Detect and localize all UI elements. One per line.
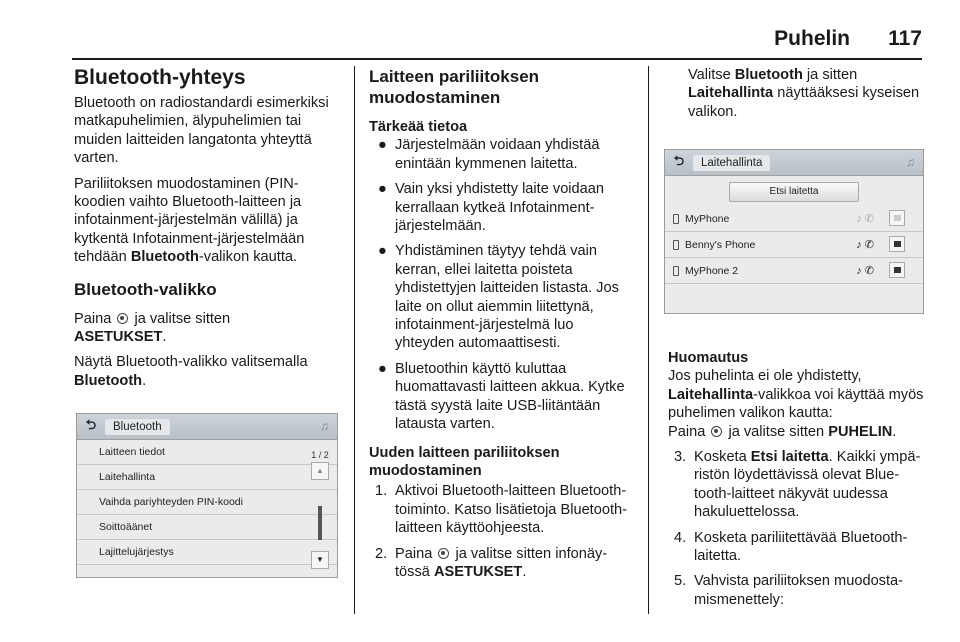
step: 1. Aktivoi Bluetooth-laitteen Bluetooth-toiminto. Katso lisätietoja Bluetooth-laitteen käyttöohjeesta. bbox=[375, 483, 628, 537]
settings-icon bbox=[711, 426, 722, 437]
step: 4. Kosketa pariliitettävää Bluetooth-laitetta. bbox=[674, 529, 908, 565]
section-title: Puhelin bbox=[774, 27, 850, 50]
music-icon: ♫ bbox=[906, 155, 915, 169]
menu-item[interactable]: Laitteen tiedot bbox=[77, 440, 337, 465]
music-icon: ♫ bbox=[320, 419, 329, 433]
steps-list bbox=[668, 448, 930, 609]
column-divider bbox=[648, 66, 649, 614]
menu-item[interactable]: Soittoäänet bbox=[77, 515, 337, 540]
screen-titlebar bbox=[665, 150, 923, 176]
screen-titlebar bbox=[77, 414, 337, 440]
device-row[interactable]: Benny's Phone ♪✆ bbox=[665, 232, 923, 258]
column-2 bbox=[369, 66, 635, 588]
column-3 bbox=[668, 66, 930, 128]
paragraph: Pariliitoksen muodostaminen (PIN-koodien vaihto Bluetooth-laitteen ja infotainment-järjestelmän välillä) ja kytkentä Infotainment-järjestelmään tehdään Bluetooth-valikon kautta. bbox=[74, 175, 305, 266]
step: 3. Kosketa Etsi laitetta. Kaikki ympäristön löydettävissä olevat Bluetooth-laitteet näkyvät uudessa hakuluettelossa. bbox=[674, 449, 921, 521]
device-row[interactable]: MyPhone ♪✆ bbox=[665, 206, 923, 232]
audio-call-icons: ♪✆ bbox=[856, 239, 877, 251]
audio-call-icons: ♪✆ bbox=[856, 265, 877, 277]
settings-icon bbox=[438, 548, 449, 559]
step: 2. Paina ja valitse sitten infonäytössä ASETUKSET. bbox=[375, 545, 608, 580]
back-icon[interactable]: ⮌ bbox=[673, 152, 685, 168]
menu-list bbox=[77, 440, 337, 577]
scroll-down-icon[interactable]: ▼ bbox=[311, 551, 329, 569]
list-item: ● Vain yksi yhdistetty laite voidaan kerrallaan kytkeä Infotainment-järjestelmään. bbox=[378, 181, 605, 235]
paragraph: Valitse Bluetooth ja sitten Laitehallinta näyttääksesi kyseisen valikon. bbox=[688, 67, 920, 120]
screen-title: Laitehallinta bbox=[693, 155, 770, 171]
list-item: ● Järjestelmään voidaan yhdistää enintään kymmenen laitetta. bbox=[378, 137, 600, 172]
screen-title: Bluetooth bbox=[105, 419, 170, 435]
steps-list bbox=[369, 482, 635, 581]
important-list bbox=[369, 136, 635, 433]
menu-item[interactable]: Laitehallinta bbox=[77, 465, 337, 490]
note-heading: Huomautus bbox=[668, 350, 749, 366]
bluetooth-menu-screenshot bbox=[76, 413, 338, 578]
step: 5. Vahvista pariliitoksen muodostamismenettely: bbox=[674, 573, 904, 608]
device-management-screenshot bbox=[664, 149, 924, 314]
phone-icon bbox=[673, 214, 679, 224]
heading-bluetooth-menu: Bluetooth-valikko bbox=[74, 279, 217, 299]
phone-icon bbox=[673, 266, 679, 276]
back-icon[interactable]: ⮌ bbox=[85, 416, 97, 432]
audio-call-icons: ♪✆ bbox=[856, 213, 877, 225]
column-divider bbox=[354, 66, 355, 614]
scroll-thumb[interactable] bbox=[318, 506, 322, 540]
note-text: Jos puhelinta ei ole yhdistetty, Laitehallinta-valikkoa voi käyttää myös puhelimen valikon kautta: Paina ja valitse sitten PUHELIN. bbox=[668, 368, 924, 440]
page-number: 117 bbox=[888, 27, 922, 50]
find-device-button[interactable]: Etsi laitetta bbox=[729, 182, 859, 202]
list-item: ● Yhdistäminen täytyy tehdä vain kerran, ellei laitetta poisteta yhdistettyjen laitteiden listasta. Jos laite on ollut aiemmin liitettynä, infotainment-järjestelmä luo yhteyden automaattisesti. bbox=[378, 243, 619, 352]
menu-item[interactable]: Vaihda pariyhteyden PIN-koodi bbox=[77, 490, 337, 515]
column-1 bbox=[74, 66, 346, 397]
phone-icon bbox=[673, 240, 679, 250]
page-header bbox=[0, 0, 960, 62]
settings-icon bbox=[117, 313, 128, 324]
page-indicator: 1 / 2 bbox=[311, 450, 329, 460]
paragraph: Paina ja valitse sitten ASETUKSET. bbox=[74, 310, 231, 346]
delete-icon[interactable] bbox=[889, 236, 905, 252]
list-item: ● Bluetoothin käyttö kuluttaa huomattavasti laitteen akkua. Kytke tästä syystä laite USB-liitäntään latausta varten. bbox=[378, 360, 625, 433]
header-rule bbox=[72, 58, 922, 60]
delete-icon[interactable] bbox=[889, 262, 905, 278]
delete-icon[interactable] bbox=[889, 210, 905, 226]
heading-new-device: Uuden laitteen pariliitoksen muodostaminen bbox=[369, 444, 560, 479]
column-3-lower bbox=[668, 349, 930, 616]
heading-bluetooth-connection: Bluetooth-yhteys bbox=[74, 66, 246, 89]
scroll-up-icon[interactable]: ▲ bbox=[311, 462, 329, 480]
important-info-heading: Tärkeää tietoa bbox=[369, 119, 468, 135]
heading-device-pairing: Laitteen pariliitoksen muodostaminen bbox=[369, 67, 540, 107]
scrollbar[interactable] bbox=[311, 450, 329, 569]
paragraph: Bluetooth on radiostandardi esimerkiksi matkapuhelimien, älypuhelimien tai muiden laitteiden langatonta yhteyttä varten. bbox=[74, 95, 329, 167]
paragraph: Näytä Bluetooth-valikko valitsemalla Bluetooth. bbox=[74, 354, 308, 389]
menu-item[interactable]: Lajittelujärjestys bbox=[77, 540, 337, 565]
device-row[interactable]: MyPhone 2 ♪✆ bbox=[665, 258, 923, 284]
device-list bbox=[665, 176, 923, 313]
